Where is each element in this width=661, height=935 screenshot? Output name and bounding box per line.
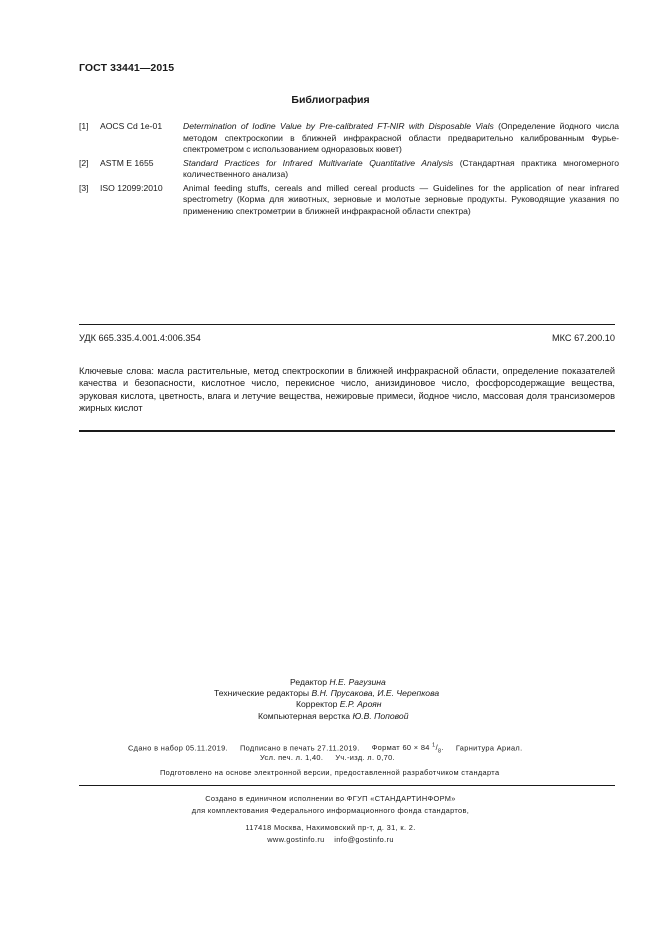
credit-name: В.Н. Прусакова, И.Е. Черепкова [311,688,440,698]
entry-text [183,158,619,181]
bibliography-title: Библиография [291,94,370,106]
bibliography-entry [79,121,619,156]
layout-credit [258,710,409,722]
entry-text [183,183,619,218]
credit-label: Редактор [290,677,330,687]
format-denominator: 8 [438,748,442,755]
entry-number: [3] [79,182,89,193]
credit-label: Корректор [296,699,340,709]
publishing-sheets: Уч.-изд. л. 0,70. [335,753,395,762]
format-slash: / [435,743,438,753]
imprint-line-2 [260,752,395,764]
credit-name: Н.Е. Рагузина [329,677,386,687]
entry-description: (Определение йодного числа методом спектроскопии в ближней инфракрасной области предварительно калиброванным Фурье-спектрометром с использованием одноразовых кювет) [183,121,619,154]
entry-number: [2] [79,157,89,168]
keywords-paragraph: Ключевые слова: масла растительные, метод спектроскопии в ближней инфракрасной области, определение показателей качества и безопасности, кислотное число, перекисное число, анизидиновое число, фосфорсодержащие вещества, эруковая кислота, цветность, влага и летучие вещества, нежировые примеси, йодное число, массовая доля трансизомеров жирных кислот [79,366,615,413]
entry-number: [1] [79,121,89,131]
standard-number: ГОСТ 33441—2015 [79,62,175,74]
mks-code: МКС 67.200.10 [552,333,615,343]
credit-label: Технические редакторы [214,688,312,698]
publisher-line-1: Создано в единичном исполнении во ФГУП «СТАНДАРТИНФОРМ» [205,794,456,803]
format-numerator: 1 [432,743,436,749]
prepared-note: Подготовлено на основе электронной версии, предоставленной разработчиком стандарта [160,768,500,777]
format-prefix: Формат 60 × 84 [371,743,430,753]
bibliography-list [79,121,619,219]
entry-code: ASTM E 1655 [100,157,154,168]
credit-name: Е.Р. Ароян [339,699,382,709]
publisher-address: 117418 Москва, Нахимовский пр-т, д. 31, к. 2. [245,823,416,832]
submitted-date: Сдано в набор 05.11.2019. [128,743,228,753]
typeface: Гарнитура Ариал. [455,743,523,753]
bibliography-entry [79,183,619,218]
credit-name: Ю.В. Поповой [352,711,409,721]
credit-label: Компьютерная верстка [258,711,353,721]
entry-description: Animal feeding stuffs, cereals and milled cereal products — Guidelines for the application of near infrared spectrometry (Корма для животных, зерновые и молотые зерновые продукты. Руководящие указания по применению спектрометрии в ближней инфракрасной области спектра) [183,182,619,216]
publisher-line-2: для комплектования Федерального информационного фонда стандартов, [191,805,470,815]
bibliography-entry [79,158,619,181]
publisher-contacts [0,834,661,846]
divider-line [79,430,615,432]
publisher-email[interactable]: info@gostinfo.ru [334,834,394,844]
publisher-info [0,793,661,845]
entry-description: (Стандартная практика многомерного количественного анализа) [183,157,619,179]
signed-date: Подписано в печать 27.11.2019. [239,743,360,753]
entry-title: Standard Practices for Infrared Multivariate Quantitative Analysis [183,157,454,168]
print-sheets: Усл. печ. л. 1,40. [260,753,324,762]
entry-text [183,121,619,156]
divider-line [79,324,615,325]
udk-code: УДК 665.335.4.001.4:006.354 [79,333,201,343]
entry-code: AOCS Cd 1e-01 [100,121,163,131]
corrector-credit [296,698,382,710]
divider-line [79,785,615,786]
format-suffix: . [441,743,444,753]
publisher-website[interactable]: www.gostinfo.ru [267,834,325,844]
entry-title: Determination of Iodine Value by Pre-calibrated FT-NIR with Disposable Vials [183,121,494,131]
entry-code: ISO 12099:2010 [100,182,163,193]
